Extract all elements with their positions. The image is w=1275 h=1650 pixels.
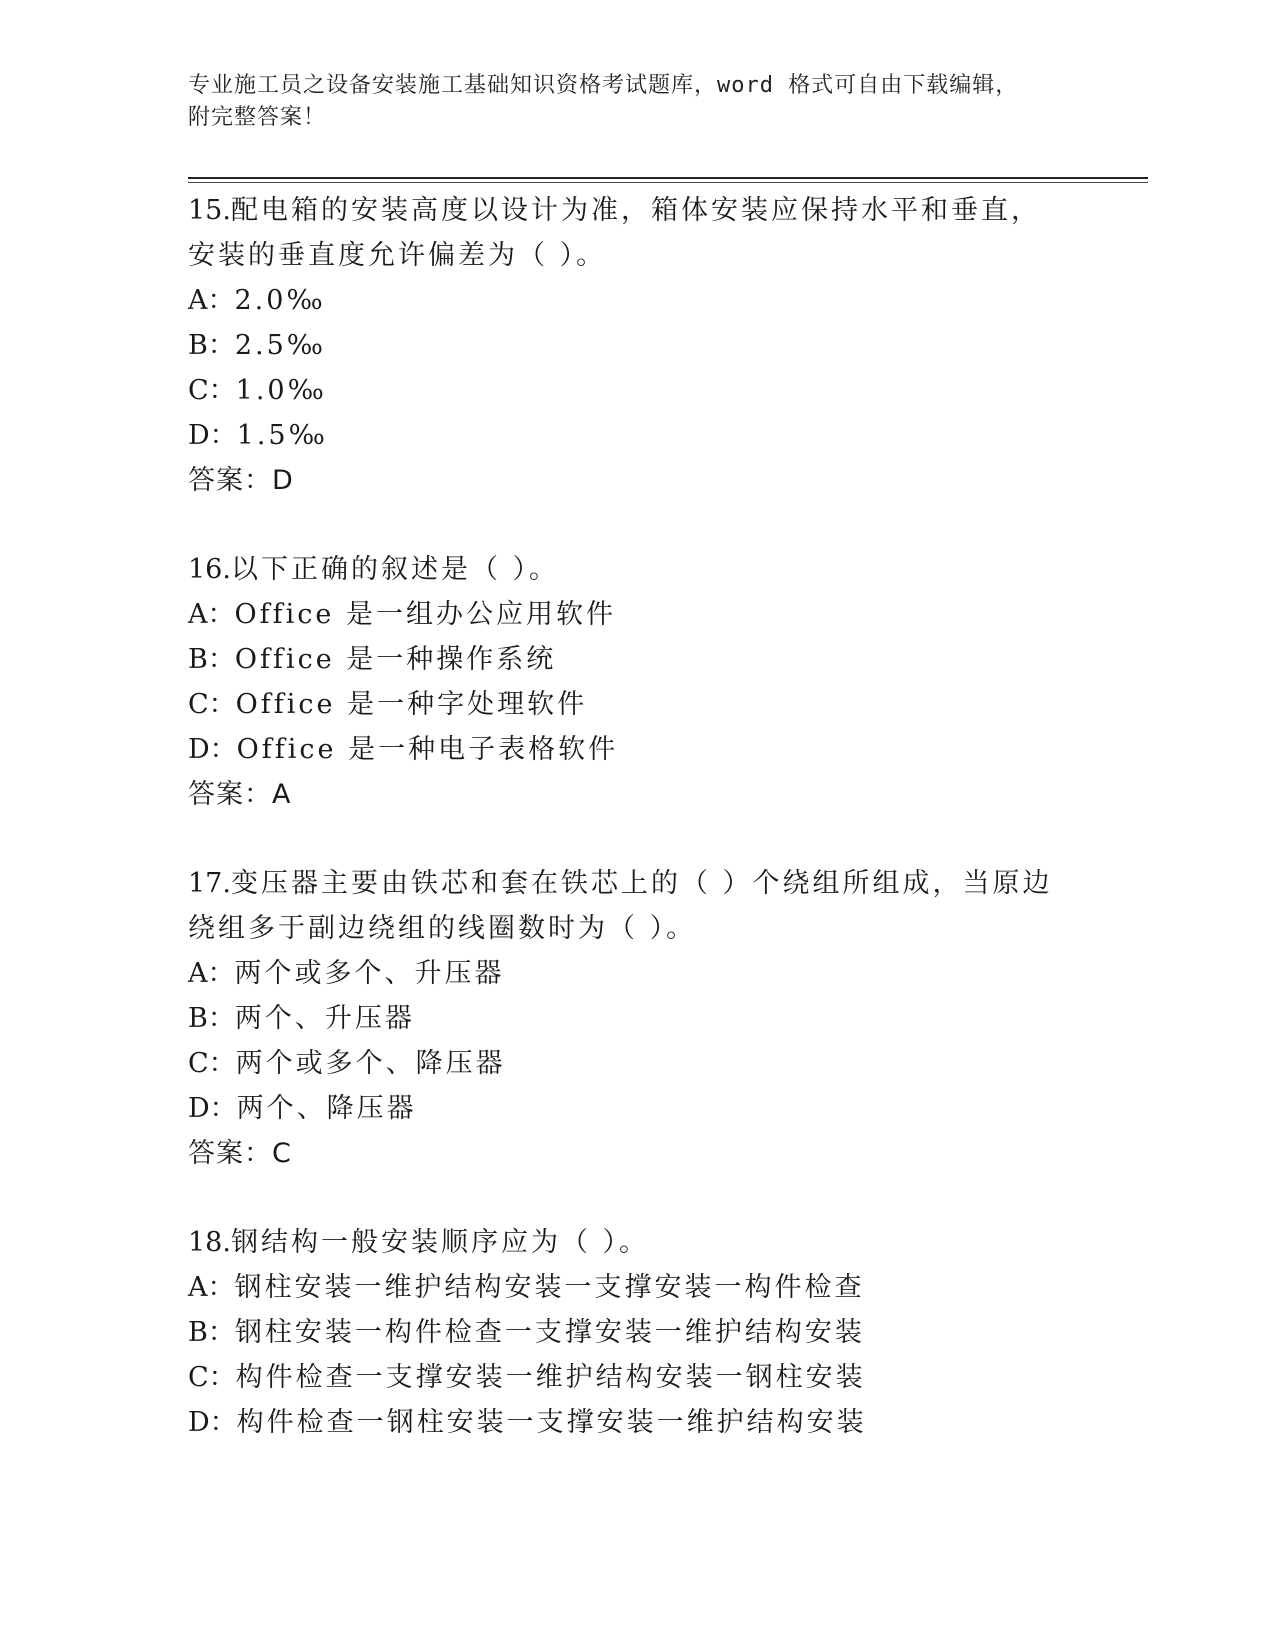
answer-line: 答案：A bbox=[188, 779, 292, 810]
option-letter: B： bbox=[188, 644, 235, 675]
question-17 bbox=[188, 861, 1148, 1176]
option-letter: D： bbox=[188, 1093, 237, 1124]
option-letter: C： bbox=[188, 689, 236, 720]
option-text: 1.0‰ bbox=[235, 375, 327, 406]
option-text: 构件检查一钢柱安装一支撑安装一维护结构安装 bbox=[236, 1407, 867, 1438]
question-stem bbox=[188, 547, 1068, 592]
option-letter: A： bbox=[188, 599, 235, 630]
option-c bbox=[188, 1041, 1148, 1086]
option-letter: C： bbox=[188, 375, 236, 406]
option-c bbox=[188, 1355, 1148, 1400]
option-letter: A： bbox=[188, 1272, 235, 1303]
option-letter: B： bbox=[188, 1317, 235, 1348]
option-letter: D： bbox=[188, 1407, 237, 1438]
question-list bbox=[188, 188, 1148, 1489]
option-b bbox=[188, 996, 1148, 1041]
option-d bbox=[188, 413, 1148, 458]
option-letter: C： bbox=[188, 1048, 236, 1079]
option-letter: B： bbox=[188, 330, 235, 361]
option-text: Office 是一种电子表格软件 bbox=[236, 734, 619, 765]
question-stem bbox=[188, 188, 1068, 278]
option-d bbox=[188, 1086, 1148, 1131]
option-c bbox=[188, 682, 1148, 727]
header-line-2: 附完整答案！ bbox=[188, 105, 327, 130]
option-text: Office 是一种字处理软件 bbox=[235, 689, 588, 720]
option-b bbox=[188, 637, 1148, 682]
option-text: 钢柱安装一构件检查一支撑安装一维护结构安装 bbox=[234, 1317, 865, 1348]
option-letter: D： bbox=[188, 420, 237, 451]
question-number: 18. bbox=[188, 1227, 231, 1258]
option-a bbox=[188, 278, 1148, 323]
option-d bbox=[188, 1400, 1148, 1445]
question-text: 以下正确的叙述是（ ）。 bbox=[230, 554, 560, 585]
option-c bbox=[188, 368, 1148, 413]
header-divider-thin bbox=[188, 182, 1148, 183]
option-letter: A： bbox=[188, 285, 235, 316]
header-line-1: 专业施工员之设备安装施工基础知识资格考试题库，word 格式可自由下载编辑， bbox=[188, 73, 1019, 98]
option-text: 两个或多个、降压器 bbox=[235, 1048, 506, 1079]
document-header bbox=[188, 70, 1148, 134]
option-letter: C： bbox=[188, 1362, 236, 1393]
option-text: Office 是一种操作系统 bbox=[234, 644, 557, 675]
option-text: Office 是一组办公应用软件 bbox=[234, 599, 616, 630]
question-text: 配电箱的安装高度以设计为准，箱体安装应保持水平和垂直，安装的垂直度允许偏差为（ ）。 bbox=[188, 195, 1041, 271]
option-text: 两个、降压器 bbox=[236, 1093, 417, 1124]
option-b bbox=[188, 323, 1148, 368]
question-text: 钢结构一般安装顺序应为（ ）。 bbox=[230, 1227, 650, 1258]
option-text: 构件检查一支撑安装一维护结构安装一钢柱安装 bbox=[235, 1362, 866, 1393]
option-a bbox=[188, 951, 1148, 996]
question-stem bbox=[188, 1220, 1068, 1265]
option-a bbox=[188, 592, 1148, 637]
option-text: 钢柱安装一维护结构安装一支撑安装一构件检查 bbox=[234, 1272, 865, 1303]
question-stem bbox=[188, 861, 1068, 951]
option-d bbox=[188, 727, 1148, 772]
question-number: 17. bbox=[188, 868, 231, 899]
header-divider-thick bbox=[188, 177, 1148, 179]
question-15 bbox=[188, 188, 1148, 503]
option-letter: A： bbox=[188, 958, 235, 989]
answer-line: 答案：D bbox=[188, 465, 294, 496]
question-number: 15. bbox=[188, 195, 231, 226]
option-a bbox=[188, 1265, 1148, 1310]
question-number: 16. bbox=[188, 554, 231, 585]
question-text: 变压器主要由铁芯和套在铁芯上的（ ）个绕组所组成，当原边绕组多于副边绕组的线圈数时为（ ）。 bbox=[188, 868, 1053, 944]
option-text: 两个或多个、升压器 bbox=[234, 958, 505, 989]
option-text: 两个、升压器 bbox=[234, 1003, 415, 1034]
option-letter: B： bbox=[188, 1003, 235, 1034]
option-text: 2.0‰ bbox=[234, 285, 326, 316]
option-text: 2.5‰ bbox=[234, 330, 327, 361]
option-b bbox=[188, 1310, 1148, 1355]
option-letter: D： bbox=[188, 734, 237, 765]
question-16 bbox=[188, 547, 1148, 817]
question-18 bbox=[188, 1220, 1148, 1445]
answer-line: 答案：C bbox=[188, 1138, 292, 1169]
option-text: 1.5‰ bbox=[236, 420, 328, 451]
